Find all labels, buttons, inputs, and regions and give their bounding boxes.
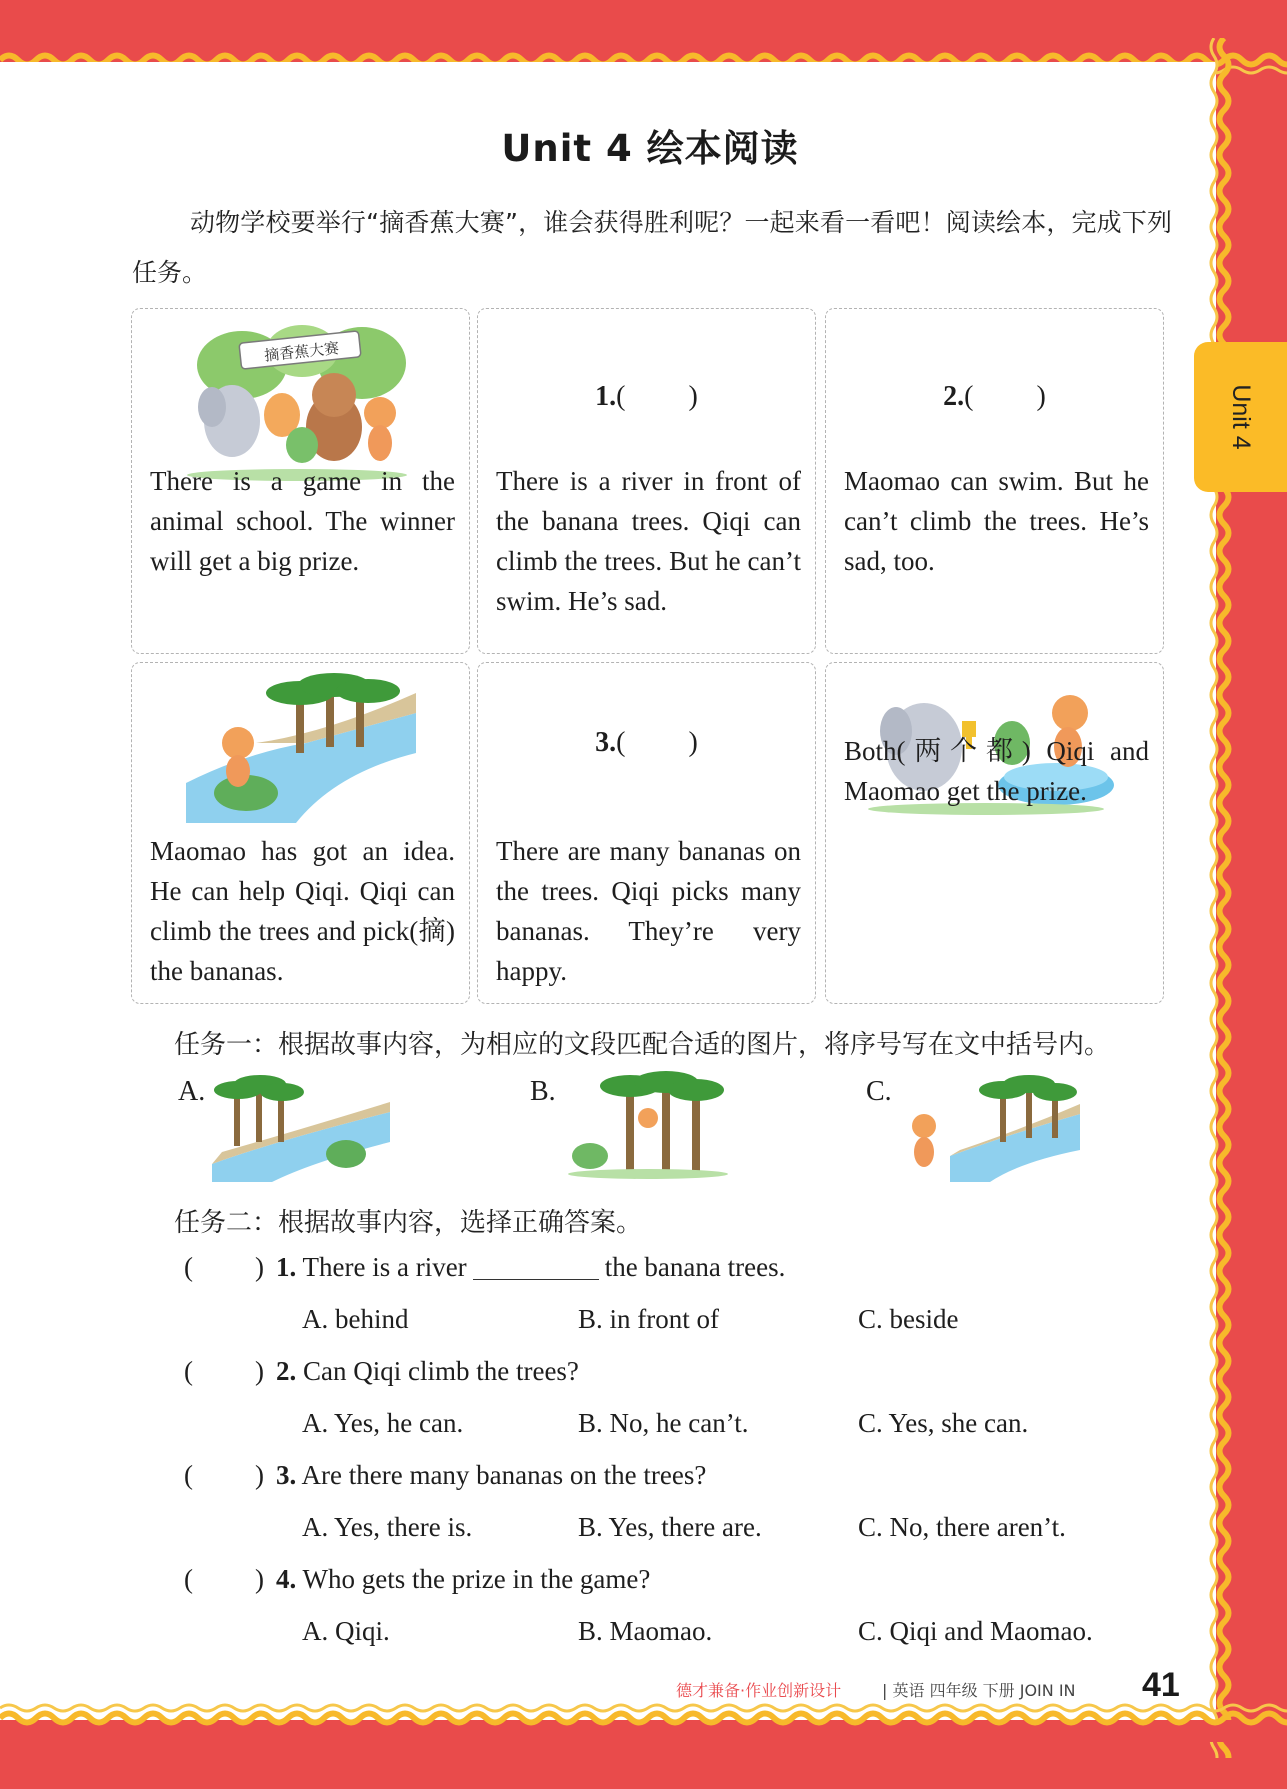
answer-number: 3. [595,727,617,758]
answer-slot-1[interactable] [478,381,815,413]
story-panel-3 [825,308,1164,654]
story-panel-6 [825,662,1164,1004]
question-1 [184,1252,785,1283]
choice-4b[interactable]: B. Maomao. [578,1616,713,1646]
question-text: Can Qiqi climb the trees? [303,1356,579,1386]
unit-tab-label: Unit 4 [1227,384,1255,450]
monkey-by-river-image [900,1070,1080,1182]
panel-text: There is a game in the animal school. The winner will get a big prize. [150,466,455,576]
animals-with-banner-illustration [182,317,412,481]
question-2 [184,1356,579,1387]
question-4 [184,1564,650,1595]
panel-text: There are many bananas on the trees. Qiqi picks many bananas. They’re very happy. [496,836,801,986]
answer-box[interactable]: ( ) [184,1460,264,1490]
intro-paragraph: 动物学校要举行“摘香蕉大赛”，谁会获得胜利呢？一起来看一看吧！阅读绘本，完成下列任务。 [132,208,1172,287]
choice-4c[interactable]: C. Qiqi and Maomao. [858,1616,1093,1646]
story-panel-5 [477,662,816,1004]
choice-1a[interactable]: A. behind [302,1304,409,1334]
answer-parentheses: ( ) [964,381,1046,412]
choice-2a[interactable]: A. Yes, he can. [302,1408,464,1438]
choice-2b[interactable]: B. No, he can’t. [578,1408,749,1438]
answer-box[interactable]: ( ) [184,1356,264,1386]
fill-blank[interactable] [473,1257,599,1280]
monkey-on-turtle-river-illustration [186,673,416,823]
panel-text: Both(两个都) Qiqi and Maomao get the prize. [844,736,1149,806]
question-text-after: the banana trees. [604,1252,786,1282]
question-number: 2. [276,1356,297,1386]
question-text: Are there many bananas on the trees? [301,1460,707,1490]
turtle-in-river-trees-image [212,1072,390,1182]
choice-1b[interactable]: B. in front of [578,1304,719,1334]
panel-text: Maomao can swim. But he can’t climb the trees. He’s sad, too. [844,466,1149,576]
panel-text: There is a river in front of the banana trees. Qiqi can climb the trees. But he can’t swim. He’s sad. [496,466,801,616]
panel-text: Maomao has got an idea. He can help Qiqi. Qiqi can climb the trees and pick(摘) the bananas. [150,836,455,986]
choice-2c[interactable]: C. Yes, she can. [858,1408,1029,1438]
monkey-climbing-tree-image [566,1068,730,1180]
question-text-before: There is a river [302,1252,467,1282]
option-a-label: A. [178,1076,206,1107]
question-3 [184,1460,706,1491]
unit-side-tab [1194,342,1287,492]
question-number: 3. [276,1460,297,1490]
banner-text: 摘香蕉大赛 [263,338,340,365]
choice-1c[interactable]: C. beside [858,1304,959,1334]
answer-parentheses: ( ) [616,727,698,758]
page-title: Unit 4 绘本阅读 [501,127,799,170]
story-panel-4 [131,662,470,1004]
answer-slot-2[interactable] [826,381,1163,413]
option-c-label: C. [866,1076,892,1107]
footer-book-info: | 英语 四年级 下册 JOIN IN [882,1681,1076,1700]
story-panel-1 [131,308,470,654]
choice-4a[interactable]: A. Qiqi. [302,1616,390,1646]
answer-box[interactable]: ( ) [184,1564,264,1594]
task2-heading: 任务二：根据故事内容，选择正确答案。 [174,1208,643,1237]
answer-number: 1. [595,381,617,412]
choice-3a[interactable]: A. Yes, there is. [302,1512,473,1542]
footer-brand: 德才兼备·作业创新设计 [676,1681,842,1700]
answer-box[interactable]: ( ) [184,1252,264,1282]
choice-3b[interactable]: B. Yes, there are. [578,1512,762,1542]
story-panel-2 [477,308,816,654]
decorative-border-right [1190,38,1250,1758]
page-footer [676,1666,1216,1706]
task1-heading: 任务一：根据故事内容，为相应的文段匹配合适的图片，将序号写在文中括号内。 [174,1030,1111,1059]
option-b-label: B. [530,1076,556,1107]
question-number: 1. [276,1252,297,1282]
question-text: Who gets the prize in the game? [302,1564,651,1594]
question-number: 4. [276,1564,297,1594]
page-number: 41 [1142,1666,1180,1704]
answer-number: 2. [943,381,965,412]
choice-3c[interactable]: C. No, there aren’t. [858,1512,1066,1542]
answer-slot-3[interactable] [478,727,815,759]
answer-parentheses: ( ) [616,381,698,412]
